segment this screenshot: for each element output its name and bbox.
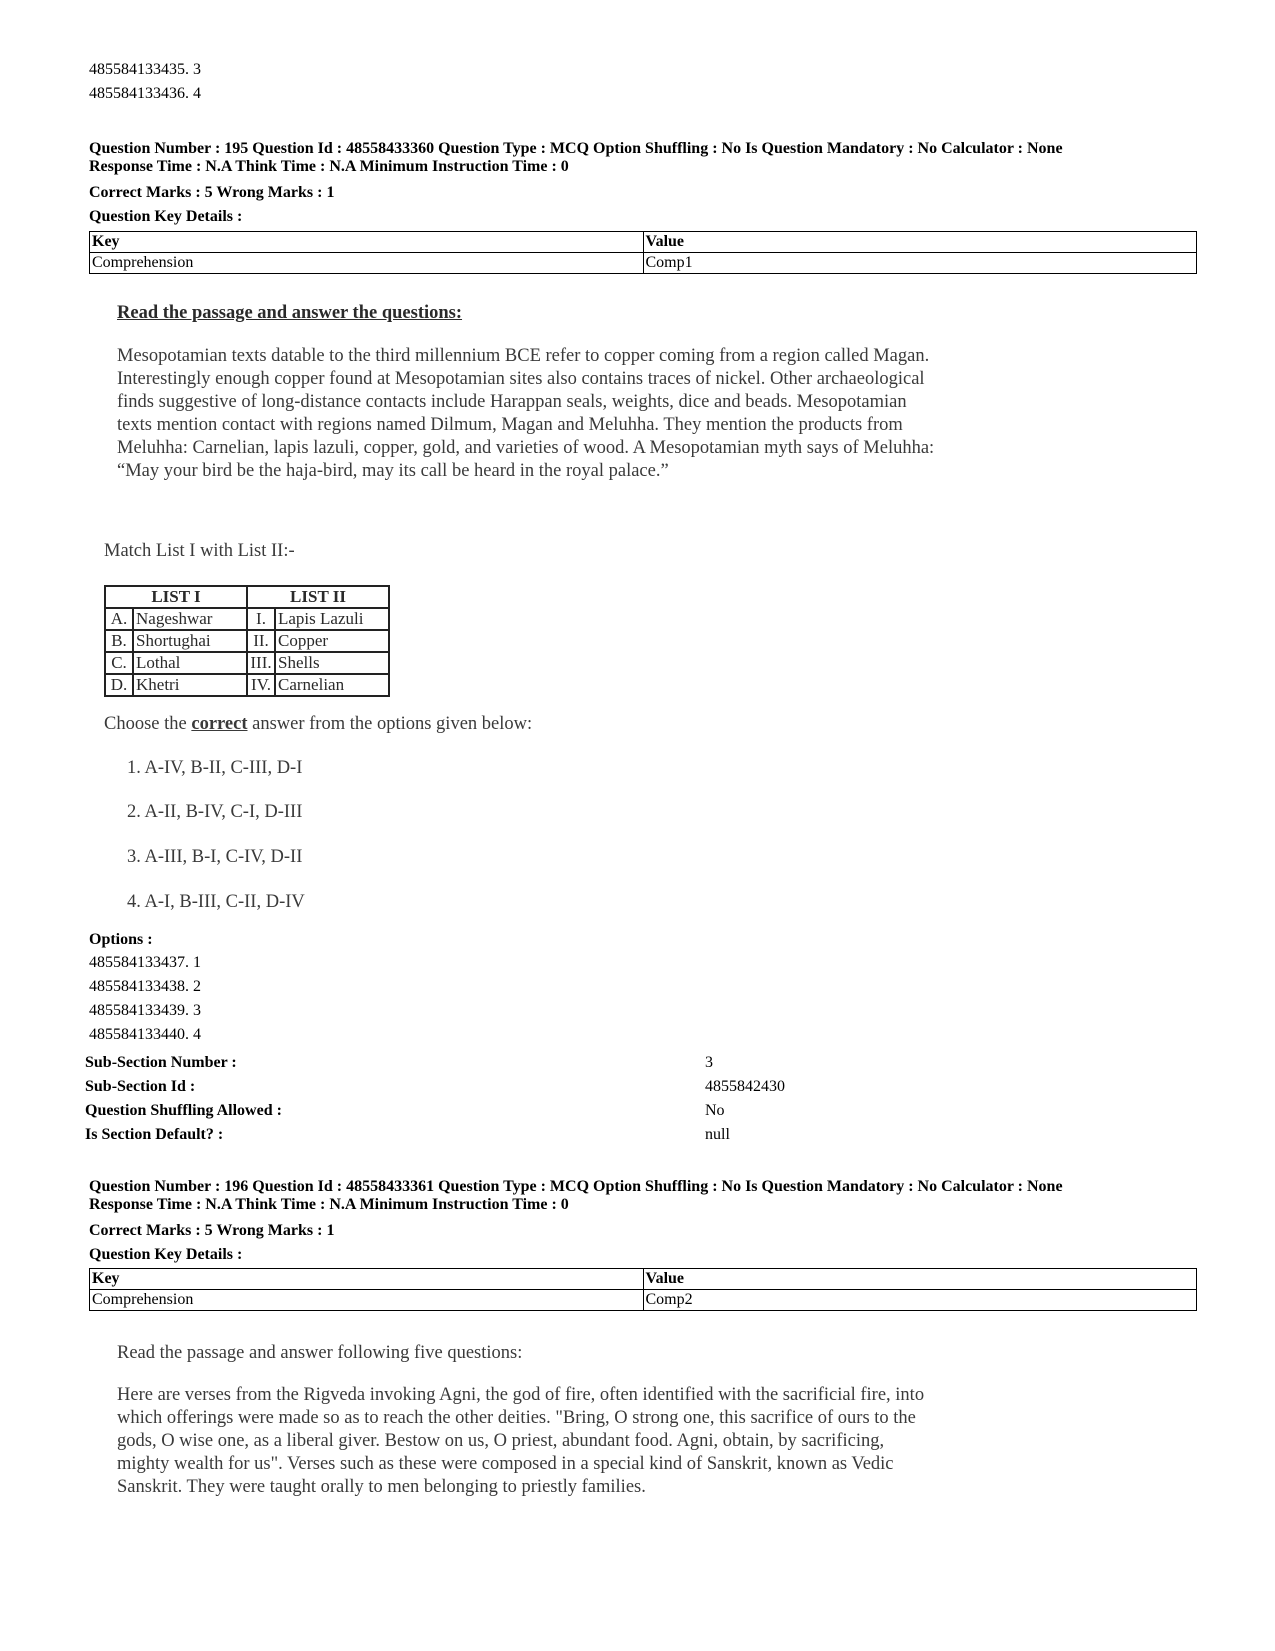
passage-heading: Read the passage and answer following five questions:: [117, 1343, 523, 1363]
list2-numeral: III.: [247, 652, 275, 674]
key-details-label: Question Key Details :: [89, 208, 243, 225]
list1-item: Nageshwar: [133, 608, 247, 630]
section-default-row: [85, 1123, 1185, 1147]
list2-item: Lapis Lazuli: [275, 608, 389, 630]
list2-numeral: II.: [247, 630, 275, 652]
key-header: Key: [90, 232, 644, 253]
question-shuffling-value: No: [705, 1102, 725, 1119]
question-key-table: [89, 1268, 1197, 1311]
option-line: 485584133436. 4: [89, 85, 201, 102]
passage-line: mighty wealth for us". Verses such as these were composed in a special kind of Sanskrit, known as Vedic: [117, 1454, 894, 1474]
list1-letter: A.: [105, 608, 133, 630]
subsection-number-label: Sub-Section Number :: [85, 1054, 237, 1071]
choose-instruction: [104, 713, 532, 736]
value-header: Value: [643, 232, 1197, 253]
question-marks: Correct Marks : 5 Wrong Marks : 1: [89, 1222, 335, 1239]
list2-item: Carnelian: [275, 674, 389, 696]
key-cell: Comprehension: [90, 253, 644, 274]
question-marks: Correct Marks : 5 Wrong Marks : 1: [89, 184, 335, 201]
key-details-label: Question Key Details :: [89, 1246, 243, 1263]
passage-line: Interestingly enough copper found at Mesopotamian sites also contains traces of nickel. Other archaeological: [117, 369, 925, 389]
list1-item: Lothal: [133, 652, 247, 674]
list1-item: Shortughai: [133, 630, 247, 652]
list2-item: Copper: [275, 630, 389, 652]
passage-text: [117, 1384, 924, 1499]
option-line: 485584133437. 1: [89, 954, 201, 971]
passage-heading: Read the passage and answer the questions:: [117, 303, 463, 323]
list2-numeral: I.: [247, 608, 275, 630]
answer-choice: 1. A-IV, B-II, C-III, D-I: [127, 758, 303, 778]
passage-line: texts mention contact with regions named Dilmum, Magan and Meluhha. They mention the products from: [117, 415, 903, 435]
match-row: [105, 608, 389, 630]
passage-line: gods, O wise one, as a liberal giver. Bestow on us, O priest, abundant food. Agni, obtain, by sacrificing,: [117, 1431, 885, 1451]
section-default-label: Is Section Default? :: [85, 1126, 224, 1143]
match-row: [105, 674, 389, 696]
subsection-number-value: 3: [705, 1054, 713, 1071]
passage-line: finds suggestive of long-distance contacts include Harappan seals, weights, dice and beads. Mesopotamian: [117, 392, 907, 412]
answer-choice: 3. A-III, B-I, C-IV, D-II: [127, 847, 303, 867]
passage-text: [117, 345, 934, 483]
list2-numeral: IV.: [247, 674, 275, 696]
subsection-id-value: 4855842430: [705, 1078, 785, 1095]
value-header: Value: [643, 1269, 1197, 1290]
choose-suffix: answer from the options given below:: [247, 714, 533, 734]
option-line: 485584133440. 4: [89, 1026, 201, 1043]
choose-emphasis: correct: [191, 714, 248, 734]
passage-line: Here are verses from the Rigveda invoking Agni, the god of fire, often identified with the sacrificial fire, into: [117, 1385, 925, 1405]
subsection-id-row: [85, 1075, 1185, 1099]
section-default-value: null: [705, 1126, 730, 1143]
passage-line: “May your bird be the haja-bird, may its call be heard in the royal palace.”: [117, 461, 669, 481]
match-row: [105, 652, 389, 674]
answer-choice: 2. A-II, B-IV, C-I, D-III: [127, 802, 303, 822]
passage-line: Sanskrit. They were taught orally to men belonging to priestly families.: [117, 1477, 646, 1497]
list1-header: LIST I: [105, 586, 247, 608]
value-cell: Comp1: [643, 253, 1197, 274]
option-line: 485584133435. 3: [89, 61, 201, 78]
question-shuffling-label: Question Shuffling Allowed :: [85, 1102, 282, 1119]
question-meta-line: Question Number : 196 Question Id : 48558433361 Question Type : MCQ Option Shuffling : No Is Question Mandatory : No Calculator : None: [89, 1178, 1063, 1195]
value-cell: Comp2: [643, 1290, 1197, 1311]
list1-letter: B.: [105, 630, 133, 652]
key-cell: Comprehension: [90, 1290, 644, 1311]
list1-letter: C.: [105, 652, 133, 674]
question-header: [89, 1178, 1199, 1214]
passage-line: which offerings were made so as to reach the other deities. "Bring, O strong one, this sacrifice of ours to the: [117, 1408, 916, 1428]
list1-letter: D.: [105, 674, 133, 696]
list1-item: Khetri: [133, 674, 247, 696]
subsection-id-label: Sub-Section Id :: [85, 1078, 196, 1095]
passage-line: Meluhha: Carnelian, lapis lazuli, copper, gold, and varieties of wood. A Mesopotamian myth says of Meluhha:: [117, 438, 935, 458]
answer-choice: 4. A-I, B-III, C-II, D-IV: [127, 892, 305, 912]
question-timing-line: Response Time : N.A Think Time : N.A Minimum Instruction Time : 0: [89, 158, 569, 175]
subsection-number-row: [85, 1051, 1185, 1075]
question-shuffling-row: [85, 1099, 1185, 1123]
question-key-table: [89, 231, 1197, 274]
question-timing-line: Response Time : N.A Think Time : N.A Minimum Instruction Time : 0: [89, 1196, 569, 1213]
options-label: Options :: [89, 931, 153, 948]
match-row: [105, 630, 389, 652]
choose-prefix: Choose the: [104, 714, 192, 734]
question-header: [89, 140, 1199, 176]
match-table: [104, 585, 390, 697]
list2-header: LIST II: [247, 586, 389, 608]
option-line: 485584133439. 3: [89, 1002, 201, 1019]
passage-line: Mesopotamian texts datable to the third millennium BCE refer to copper coming from a region called Magan.: [117, 346, 930, 366]
match-instruction: Match List I with List II:-: [104, 541, 295, 561]
key-header: Key: [90, 1269, 644, 1290]
question-meta-line: Question Number : 195 Question Id : 48558433360 Question Type : MCQ Option Shuffling : No Is Question Mandatory : No Calculator : None: [89, 140, 1063, 157]
list2-item: Shells: [275, 652, 389, 674]
option-line: 485584133438. 2: [89, 978, 201, 995]
